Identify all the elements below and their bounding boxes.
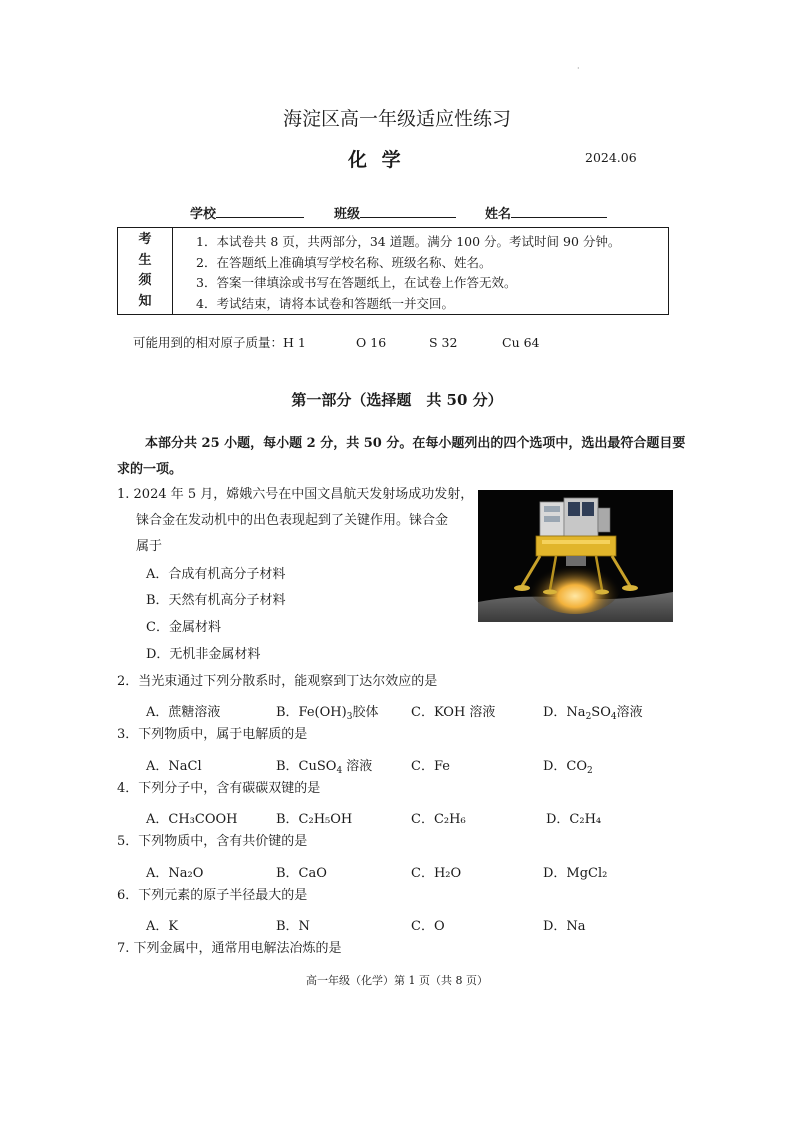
q2-stem: 2．当光束通过下列分散系时，能观察到丁达尔效应的是: [117, 674, 438, 689]
q2-option-b-text: B．Fe(OH): [276, 705, 347, 720]
q6-option-d[interactable]: D．Na: [543, 919, 586, 934]
page-footer: 高一年级（化学）第 1 页（共 8 页）: [306, 974, 488, 987]
notice-item: 3．答案一律填涂或书写在答题纸上，在试卷上作答无效。: [196, 275, 517, 290]
q6-option-a[interactable]: A．K: [146, 919, 179, 934]
exam-title: 海淀区高一年级适应性练习: [282, 108, 511, 130]
part1-intro: 本部分共 25 小题，每小题 2 分，共 50 分。在每小题列出的四个选项中，选出最符合题目要求的一项。: [117, 436, 686, 477]
notice-item: 4．考试结束，请将本试卷和答题纸一并交回。: [196, 295, 454, 311]
q3-option-b[interactable]: [276, 755, 372, 774]
q5-option-a[interactable]: A．Na₂O: [146, 866, 204, 881]
q3-option-d[interactable]: [543, 755, 593, 774]
atomic-mass-value: S 32: [429, 335, 458, 350]
q4-stem: 4．下列分子中，含有碳碳双键的是: [117, 781, 321, 796]
q2-option-d[interactable]: [543, 701, 643, 720]
q3-option-d-text: D．CO: [543, 759, 588, 774]
q6-option-b[interactable]: B．N: [276, 919, 310, 934]
name-label: 姓名: [485, 207, 512, 222]
name-field: [485, 203, 607, 222]
notice-list: [196, 232, 620, 314]
page-mark: ·: [577, 64, 580, 73]
q6-stem: 6．下列元素的原子半径最大的是: [117, 888, 308, 903]
q2-option-b-sub: 3: [346, 712, 353, 722]
q1-option-a[interactable]: A．合成有机高分子材料: [146, 567, 286, 582]
notice-heading-char: 须: [138, 273, 152, 288]
q1-stem-line2: 铼合金在发动机中的出色表现起到了关键作用。铼合金: [136, 513, 449, 528]
q2-option-d-suffix: 溶液: [616, 705, 643, 720]
q2-option-a[interactable]: A．蔗糖溶液: [146, 705, 221, 720]
class-label: 班级: [334, 207, 361, 222]
q3-stem: 3．下列物质中，属于电解质的是: [117, 727, 308, 742]
atomic-mass-label: 可能用到的相对原子质量：: [133, 335, 284, 350]
q4-option-c[interactable]: C．C₂H₆: [411, 812, 466, 827]
q4-option-b[interactable]: B．C₂H₅OH: [276, 812, 353, 827]
q1-option-c[interactable]: C．金属材料: [146, 620, 221, 635]
atomic-mass-value: H 1: [283, 335, 306, 350]
atomic-mass-value: Cu 64: [502, 335, 540, 350]
notice-heading-char: 知: [138, 293, 152, 309]
school-field: [190, 203, 304, 222]
q3-option-b-sub: 4: [336, 766, 343, 776]
notice-item: 1．本试卷共 8 页，共两部分，34 道题。满分 100 分。考试时间 90 分钟。: [196, 234, 621, 249]
q1-option-d[interactable]: D．无机非金属材料: [146, 647, 261, 662]
class-field: [334, 203, 456, 222]
q3-option-b-text: B．CuSO: [276, 759, 337, 774]
part1-title: 第一部分（选择题 共 50 分）: [291, 391, 503, 409]
q4-option-a[interactable]: A．CH₃COOH: [146, 812, 238, 827]
q2-option-d-text: D．Na: [543, 705, 586, 720]
notice-box: [117, 227, 669, 315]
lunar-lander-image: [478, 490, 673, 622]
notice-heading-char: 生: [138, 252, 152, 268]
q7-stem: 7. 下列金属中，通常用电解法冶炼的是: [117, 941, 342, 956]
exam-date: 2024.06: [585, 150, 637, 165]
subject-title: 化 学: [348, 149, 405, 171]
q5-option-c[interactable]: C．H₂O: [411, 866, 462, 881]
q1-option-b[interactable]: B．天然有机高分子材料: [146, 593, 286, 608]
q6-option-c[interactable]: C．O: [411, 919, 445, 934]
q2-option-d-mid: SO: [591, 705, 611, 720]
q2-option-b[interactable]: [276, 701, 378, 720]
q1-stem-line3: 属于: [136, 539, 163, 554]
q2-option-c[interactable]: C．KOH 溶液: [411, 705, 496, 720]
q1-stem-line1: 1. 2024 年 5 月，嫦娥六号在中国文昌航天发射场成功发射，: [117, 487, 474, 502]
q3-option-d-sub: 2: [587, 766, 593, 776]
q3-option-a[interactable]: A．NaCl: [146, 759, 202, 774]
q3-option-b-suffix: 溶液: [342, 759, 373, 774]
name-blank[interactable]: [511, 205, 607, 218]
q2-option-d-sub1: 2: [585, 712, 592, 722]
atomic-mass-value: O 16: [356, 335, 387, 350]
q5-stem: 5．下列物质中，含有共价键的是: [117, 834, 308, 849]
school-blank[interactable]: [216, 205, 304, 218]
q5-option-d[interactable]: D．MgCl₂: [543, 866, 608, 881]
notice-item: 2．在答题纸上准确填写学校名称、班级名称、姓名。: [196, 254, 492, 270]
atomic-mass-line: [133, 333, 540, 351]
q2-option-b-suffix: 胶体: [352, 705, 379, 720]
notice-heading-char: 考: [138, 232, 152, 247]
q3-option-c[interactable]: C．Fe: [411, 759, 450, 774]
notice-heading: [118, 228, 173, 314]
q4-option-d[interactable]: D．C₂H₄: [546, 812, 602, 827]
class-blank[interactable]: [360, 205, 456, 218]
q5-option-b[interactable]: B．CaO: [276, 866, 327, 881]
q2-option-d-sub2: 4: [610, 712, 617, 722]
school-label: 学校: [190, 207, 217, 222]
